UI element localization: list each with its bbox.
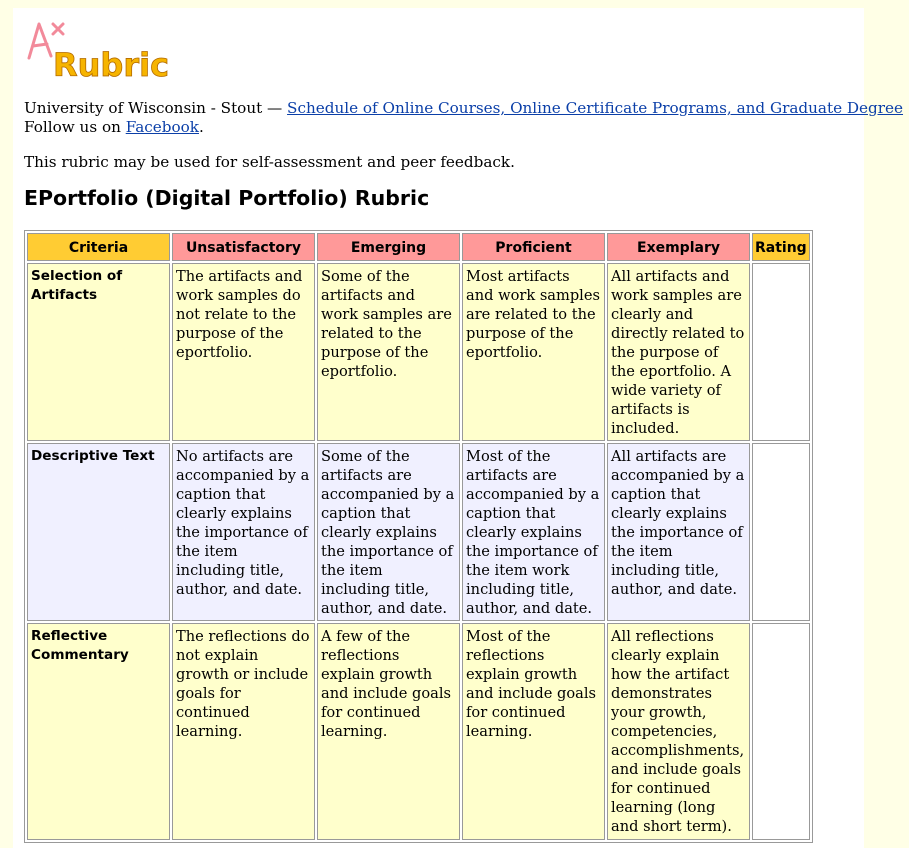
page-title: EPortfolio (Digital Portfolio) Rubric <box>24 186 430 210</box>
rubric-description: This rubric may be used for self-assessment and peer feedback. <box>24 153 515 171</box>
follow-suffix: . <box>198 118 204 136</box>
org-name: University of Wisconsin - Stout — <box>24 99 288 117</box>
header-emerging: Emerging <box>317 233 460 261</box>
unsatisfactory-cell: The artifacts and work samples do not relate to the purpose of the eportfolio. <box>172 263 315 441</box>
rating-cell[interactable] <box>752 623 810 840</box>
exemplary-cell: All artifacts are accompanied by a caption that clearly explains the importance of the item including title, author, and date. <box>607 443 750 621</box>
page-content <box>13 8 904 848</box>
emerging-cell: Some of the artifacts are accompanied by a caption that clearly explains the importance of the item including title, author, and date. <box>317 443 460 621</box>
emerging-cell: Some of the artifacts and work samples are related to the purpose of the eportfolio. <box>317 263 460 441</box>
criteria-cell: Selection of Artifacts <box>27 263 170 441</box>
rating-cell[interactable] <box>752 443 810 621</box>
proficient-cell: Most artifacts and work samples are related to the purpose of the eportfolio. <box>462 263 605 441</box>
unsatisfactory-cell: The reflections do not explain growth or include goals for continued learning. <box>172 623 315 840</box>
rubric-table <box>24 230 813 843</box>
table-header-row <box>27 233 810 261</box>
proficient-cell: Most of the reflections explain growth and include goals for continued learning. <box>462 623 605 840</box>
header-rating: Rating <box>752 233 810 261</box>
schedule-link[interactable]: Schedule of Online Courses, Online Certificate Programs, and Graduate Degree <box>287 99 904 117</box>
intro-block <box>24 99 903 137</box>
header-proficient: Proficient <box>462 233 605 261</box>
facebook-link[interactable]: Facebook <box>125 118 199 136</box>
rubric-logo-image <box>25 18 195 84</box>
table-row <box>27 263 810 441</box>
exemplary-cell: All reflections clearly explain how the artifact demonstrates your growth, competencies, accomplishments, and include goals for continued learning (long and short term). <box>607 623 750 840</box>
criteria-cell: Descriptive Text <box>27 443 170 621</box>
rubric-logo[interactable] <box>25 18 195 84</box>
criteria-cell: Reflective Commentary <box>27 623 170 840</box>
table-row <box>27 623 810 840</box>
header-criteria: Criteria <box>27 233 170 261</box>
unsatisfactory-cell: No artifacts are accompanied by a caption that clearly explains the importance of the item including title, author, and date. <box>172 443 315 621</box>
exemplary-cell: All artifacts and work samples are clearly and directly related to the purpose of the eportfolio. A wide variety of artifacts is included. <box>607 263 750 441</box>
header-unsatisfactory: Unsatisfactory <box>172 233 315 261</box>
rating-cell[interactable] <box>752 263 810 441</box>
emerging-cell: A few of the reflections explain growth and include goals for continued learning. <box>317 623 460 840</box>
header-exemplary: Exemplary <box>607 233 750 261</box>
svg-text:Rubric: Rubric <box>53 46 170 84</box>
proficient-cell: Most of the artifacts are accompanied by a caption that clearly explains the importance of the item work including title, author, and date. <box>462 443 605 621</box>
follow-prefix: Follow us on <box>24 118 126 136</box>
table-row <box>27 443 810 621</box>
